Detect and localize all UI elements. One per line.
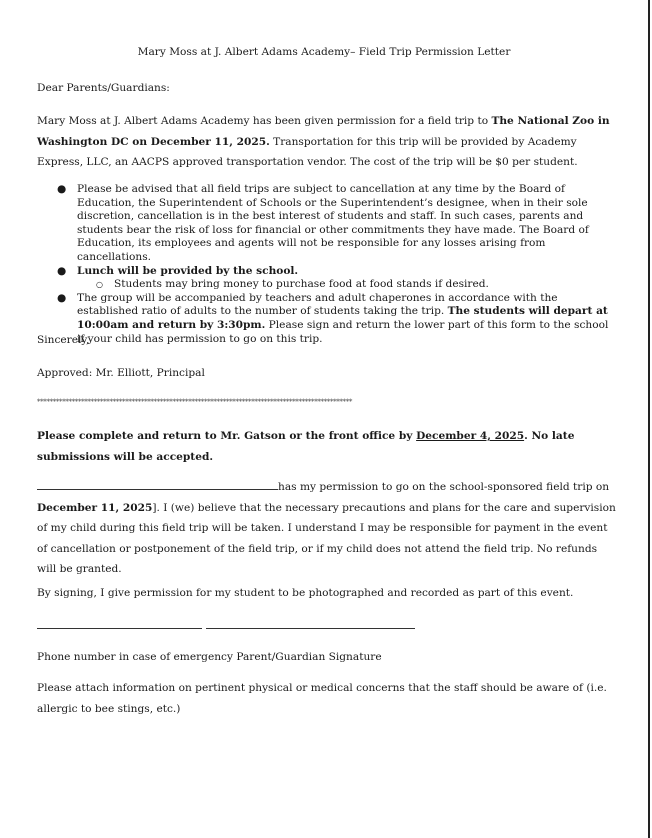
bullet-icon: ● (57, 264, 67, 277)
bullet-lunch-text: Lunch will be provided by the school. (77, 264, 299, 277)
info-bullet-list (37, 183, 617, 346)
bullet-times: The students will depart at 10:00am and return by 3:30pm. (77, 305, 608, 331)
bullet-cancellation-text: Please be advised that all field trips are subject to cancellation at any time by the Board of Education, the Superintendent of Schools or the Superintendent’s designee, when in their sole discretion, cancellation is in the best interest of students and staff. In such cases, parents and students bear the risk of loss for financial or other commitments they have made. The Board of Education, its employees and agents will not be responsible for any losses arising from cancellations. (77, 183, 589, 263)
sub-bullet-icon: ○ (96, 280, 103, 290)
intro-text: Mary Moss at J. Albert Adams Academy has been given permission for a field trip to (37, 115, 492, 127)
sub-bullet-food-money (77, 278, 617, 292)
emergency-phone-field[interactable] (37, 627, 202, 629)
bullet-chaperones (37, 292, 617, 346)
lunch-sub-list (77, 278, 617, 292)
bullet-chaperones-text: The group will be accompanied by teachers and adult chaperones in accordance with the established ratio of adults to the number of students taking the trip. (77, 291, 558, 318)
closing: Sincerely, (37, 334, 90, 346)
guardian-signature-field[interactable] (206, 627, 415, 629)
medical-note: Please attach information on pertinent physical or medical concerns that the staff should be aware of (i.e. allergic to bee stings, etc.) (37, 682, 607, 715)
permission-text: has my permission to go on the school-sponsored field trip on (278, 481, 610, 493)
intro-transport-text: Transportation for this trip will be provided by Academy Express, LLC, an AACPS approved transportation vendor. The cost of the trip will be $0 per student. (37, 135, 578, 168)
separator-line: **************************************************************************************************** (37, 398, 353, 406)
bullet-cancellation (37, 183, 617, 265)
return-notice-late: . No late submissions will be accepted. (37, 430, 575, 463)
intro-destination: The National Zoo in Washington DC on December 11, 2025. (37, 115, 610, 148)
page-title: Mary Moss at J. Albert Adams Academy– Field Trip Permission Letter (137, 46, 511, 58)
permission-trip-date: December 11, 2025 (37, 501, 153, 514)
sub-bullet-text: Students may bring money to purchase food at food stands if desired. (114, 278, 489, 291)
bullet-icon: ● (57, 183, 67, 195)
signature-labels: Phone number in case of emergency Parent/Guardian Signature (37, 651, 382, 663)
bullet-return-text: Please sign and return the lower part of this form to the school if your child has permission to go on this trip. (77, 318, 609, 345)
return-notice-text: Please complete and return to Mr. Gatson or the front office by (37, 430, 417, 442)
bullet-icon: ● (57, 291, 67, 304)
bullet-lunch (37, 265, 617, 292)
student-name-field[interactable] (37, 477, 278, 490)
greeting: Dear Parents/Guardians: (37, 82, 170, 94)
permission-paragraph (37, 477, 617, 580)
intro-paragraph (37, 111, 617, 173)
return-notice (37, 426, 617, 467)
photo-consent: By signing, I give permission for my student to be photographed and recorded as part of this event. (37, 587, 574, 599)
permission-terms: ]. I (we) believe that the necessary precautions and plans for the care and supervision of my child during this field trip will be taken. I understand I may be responsible for payment in the event of cancellation or postponement of the field trip, or if my child does not attend the field trip. No refunds will be granted. (37, 501, 616, 575)
approval-line: Approved: Mr. Elliott, Principal (37, 367, 205, 379)
return-deadline-date: December 4, 2025 (416, 430, 525, 442)
